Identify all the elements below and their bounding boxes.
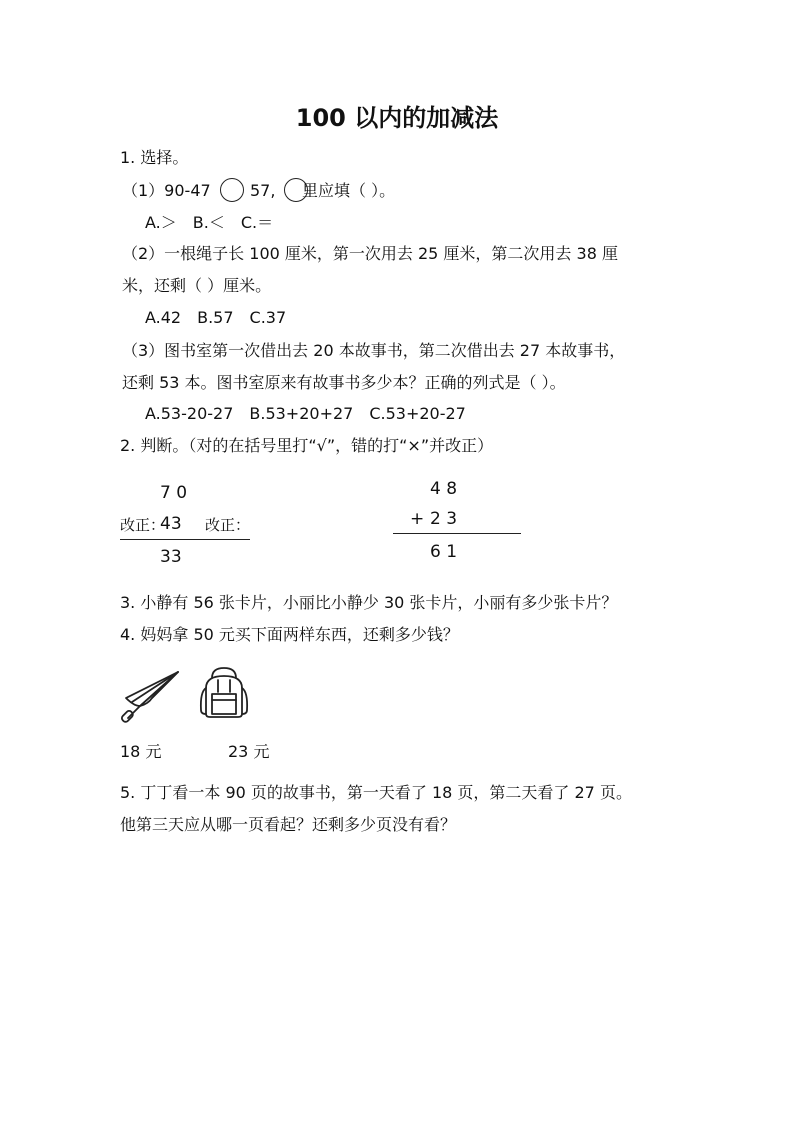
left-calc-subtrahend: 43: [160, 514, 182, 534]
q1-part3-line1: （3）图书室第一次借出去 20 本故事书，第二次借出去 27 本故事书，: [122, 341, 626, 360]
backpack-price: 23 元: [228, 742, 270, 761]
q1-part2-line2: 米，还剩（ ）厘米。: [122, 276, 272, 295]
left-calc-correction-label-2: 改正：: [205, 516, 251, 534]
right-calc-result: 6 1: [430, 542, 458, 562]
right-calc-addend: 2 3: [430, 509, 458, 529]
right-calc-top: 4 8: [430, 479, 458, 499]
backpack-icon: [198, 664, 250, 720]
q2-heading: 2. 判断。（对的在括号里打“√”，错的打“×”并改正）: [120, 436, 494, 455]
q3-text: 3. 小静有 56 张卡片，小丽比小静少 30 张卡片，小丽有多少张卡片？: [120, 593, 618, 612]
umbrella-price: 18 元: [120, 742, 162, 761]
left-calc-top: 7 0: [160, 483, 188, 503]
q4-text: 4. 妈妈拿 50 元买下面两样东西，还剩多少钱？: [120, 625, 459, 644]
q1-part1-value: 57,: [250, 181, 276, 200]
q5-line1: 5. 丁丁看一本 90 页的故事书，第一天看了 18 页，第二天看了 27 页。: [120, 783, 632, 802]
page-title: 100 以内的加减法: [295, 104, 499, 132]
umbrella-icon: [118, 668, 186, 724]
compare-circle: [220, 178, 244, 202]
q1-part1-options: A.＞ B.＜ C.＝: [145, 213, 274, 232]
q1-part1-question: 里应填（ ）。: [302, 181, 396, 200]
left-calc-correction-label: 改正：: [120, 516, 166, 534]
q1-part3-options: A.53-20-27 B.53+20+27 C.53+20-27: [145, 404, 466, 423]
q1-part2-line1: （2）一根绳子长 100 厘米，第一次用去 25 厘米，第二次用去 38 厘: [122, 244, 618, 263]
q1-part1-expression: （1）90-47: [122, 181, 211, 200]
q1-part3-line2: 还剩 53 本。图书室原来有故事书多少本？正确的列式是（ ）。: [122, 373, 566, 392]
left-calc-result: 33: [160, 547, 182, 567]
left-calc-line: [120, 539, 250, 540]
q5-line2: 他第三天应从哪一页看起？还剩多少页没有看？: [120, 815, 457, 834]
right-calc-line: [393, 533, 521, 534]
right-calc-operator: +: [410, 509, 425, 529]
q1-part2-options: A.42 B.57 C.37: [145, 308, 287, 327]
q1-heading: 1. 选择。: [120, 148, 189, 167]
